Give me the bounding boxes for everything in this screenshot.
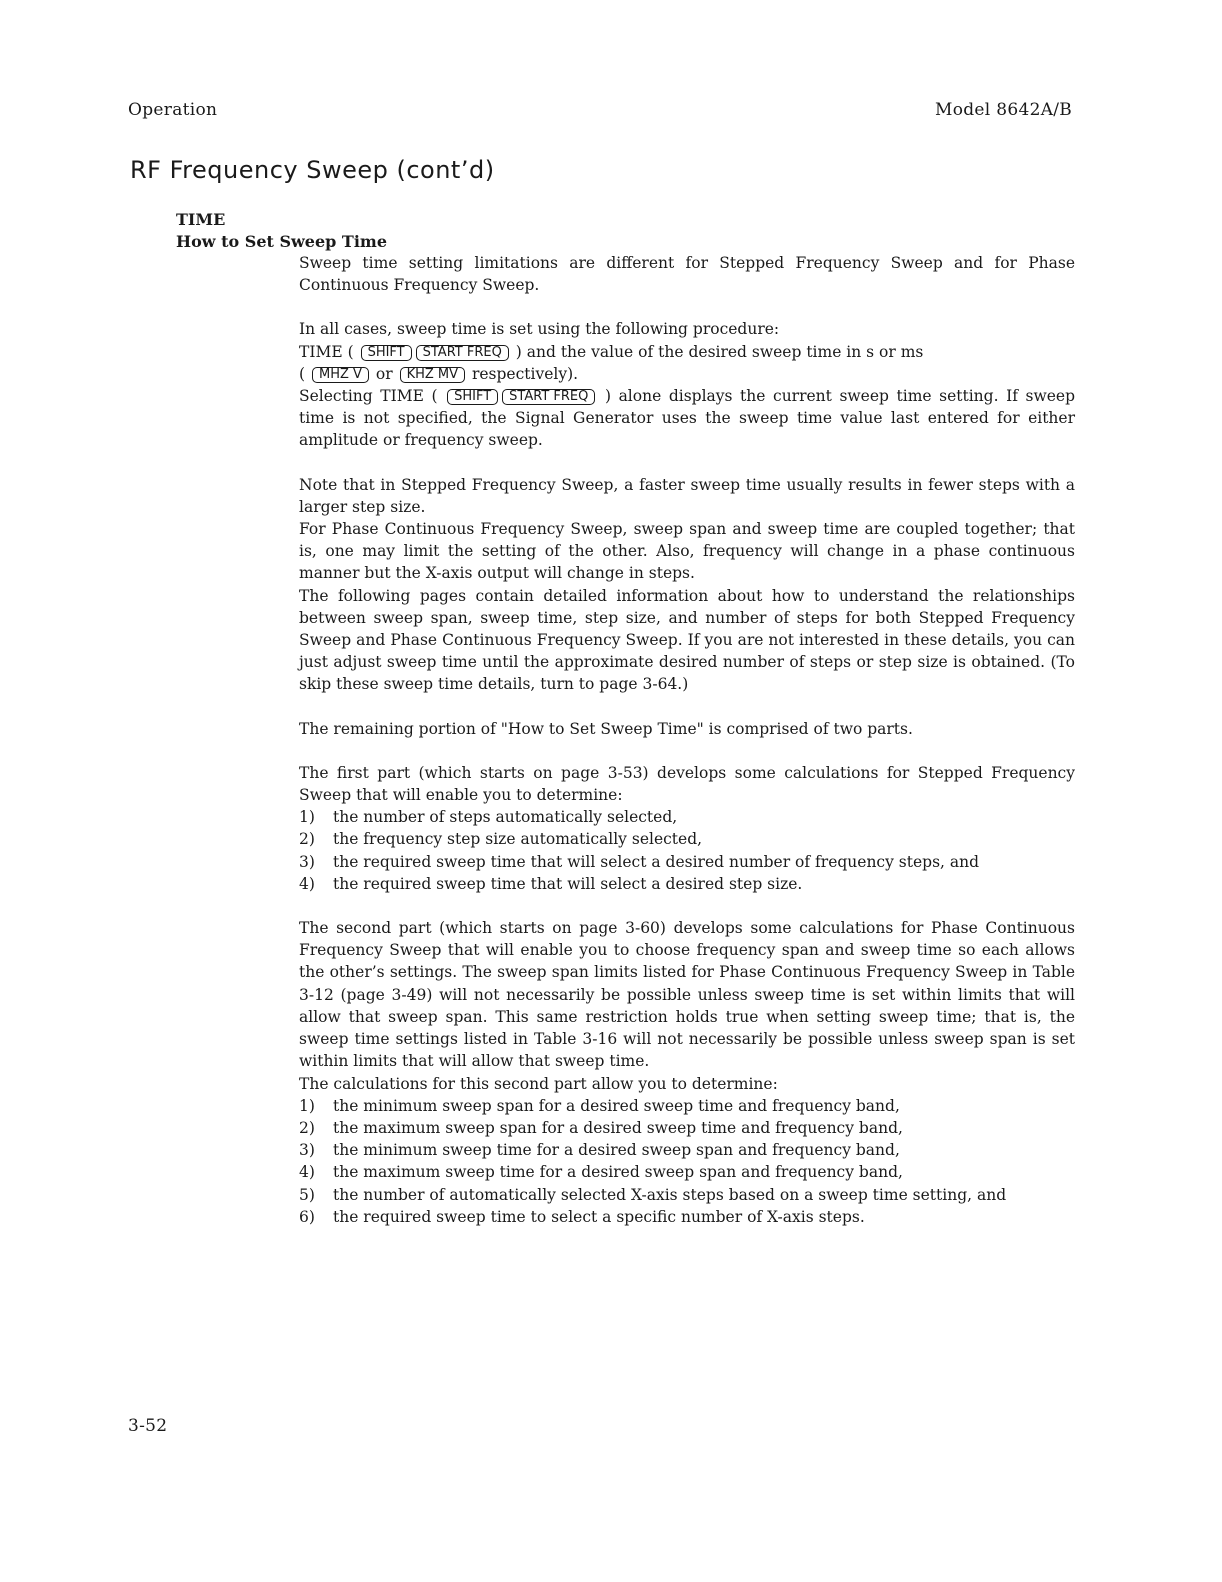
units-respectively: respectively). — [471, 364, 579, 383]
list-item: 1) the number of steps automatically selected, — [299, 808, 678, 827]
units-or: or — [375, 364, 393, 383]
paragraph-following-pages: The following pages contain detailed information about how to understand the relationships between sweep span, sweep time, step size, and number of steps for both Stepped Frequency Sweep and Phase Continuous Frequency Sweep. If you are not interested in these details, you can just adjust sweep time until the approximate desired number of steps or step size is obtained. (To skip these sweep time details, turn to page 3-64.) — [299, 586, 1075, 694]
list-item: 4) the required sweep time that will select a desired step size. — [299, 874, 803, 893]
paragraph-stepped-note: Note that in Stepped Frequency Sweep, a faster sweep time usually results in fewer steps with a larger step size. — [299, 475, 1075, 516]
stepped-sweep-list — [299, 806, 1075, 895]
list-item: 1) the minimum sweep span for a desired sweep time and frequency band, — [299, 1096, 900, 1115]
shift-key: SHIFT — [447, 389, 498, 405]
paragraph-first-part: The first part (which starts on page 3-53) develops some calculations for Stepped Frequency Sweep that will enable you to determine: — [299, 763, 1075, 805]
paragraph-remaining-portion: The remaining portion of "How to Set Sweep Time" is comprised of two parts. — [299, 719, 913, 738]
running-header-model: Model 8642A/B — [935, 100, 1073, 120]
list-item: 5) the number of automatically selected X-axis steps based on a sweep time setting, and — [299, 1185, 1007, 1204]
body-text — [299, 252, 1075, 1228]
list-item: 2) the maximum sweep span for a desired sweep time and frequency band, — [299, 1118, 903, 1137]
paragraph-second-part: The second part (which starts on page 3-60) develops some calculations for Phase Continuous Frequency Sweep that will enable you to choose frequency span and sweep time so each allows the other’s settings. The sweep span limits listed for Phase Continuous Frequency Sweep in Table 3-12 (page 3-49) will not necessarily be possible unless sweep time is set within limits that will allow that sweep span. This same restriction holds true when setting sweep time; that is, the sweep time settings listed in Table 3-16 will not necessarily be possible unless sweep span is set within limits that will allow that sweep time. — [299, 919, 1075, 1071]
khz-mv-key: KHZ MV — [400, 367, 465, 383]
selecting-time-text: ) alone displays the current sweep time setting. If sweep time is not specified, the Signal Generator uses the sweep time value last entered for either amplitude or frequency sweep. — [299, 387, 1075, 450]
paragraph-intro: Sweep time setting limitations are different for Stepped Frequency Sweep and for Phase Continuous Frequency Sweep. — [299, 254, 1075, 295]
list-item: 3) the required sweep time that will select a desired number of frequency steps, and — [299, 852, 980, 871]
list-item: 2) the frequency step size automatically selected, — [299, 830, 703, 849]
page-title: RF Frequency Sweep (cont’d) — [130, 156, 495, 184]
running-header-section: Operation — [128, 100, 218, 120]
paragraph-time-keys — [299, 341, 1075, 385]
paragraph-phase-continuous: For Phase Continuous Frequency Sweep, sweep span and sweep time are coupled together; that is, one may limit the setting of the other. Also, frequency will change in a phase continuous manner but the X-axis output will change in steps. — [299, 520, 1075, 583]
time-label: TIME ( — [299, 342, 354, 361]
selecting-time-label: Selecting TIME ( — [299, 387, 438, 406]
paragraph-procedure: In all cases, sweep time is set using the following procedure: — [299, 320, 780, 339]
paragraph-calculations: The calculations for this second part allow you to determine: — [299, 1074, 778, 1093]
paragraph-selecting-time — [299, 385, 1075, 452]
mhz-v-key: MHZ V — [312, 367, 369, 383]
shift-key: SHIFT — [361, 345, 412, 361]
list-item: 6) the required sweep time to select a specific number of X-axis steps. — [299, 1207, 865, 1226]
subheading-time: TIME — [176, 210, 226, 229]
units-open: ( — [299, 364, 306, 383]
list-item: 4) the maximum sweep time for a desired sweep span and frequency band, — [299, 1163, 903, 1182]
page-number: 3-52 — [128, 1416, 168, 1436]
start-freq-key: START FREQ — [502, 389, 595, 405]
time-value-text: ) and the value of the desired sweep time in s or ms — [515, 342, 924, 361]
subheading-how-to-set: How to Set Sweep Time — [176, 232, 387, 251]
list-item: 3) the minimum sweep time for a desired sweep span and frequency band, — [299, 1141, 900, 1160]
phase-continuous-list — [299, 1095, 1075, 1228]
start-freq-key: START FREQ — [416, 345, 509, 361]
